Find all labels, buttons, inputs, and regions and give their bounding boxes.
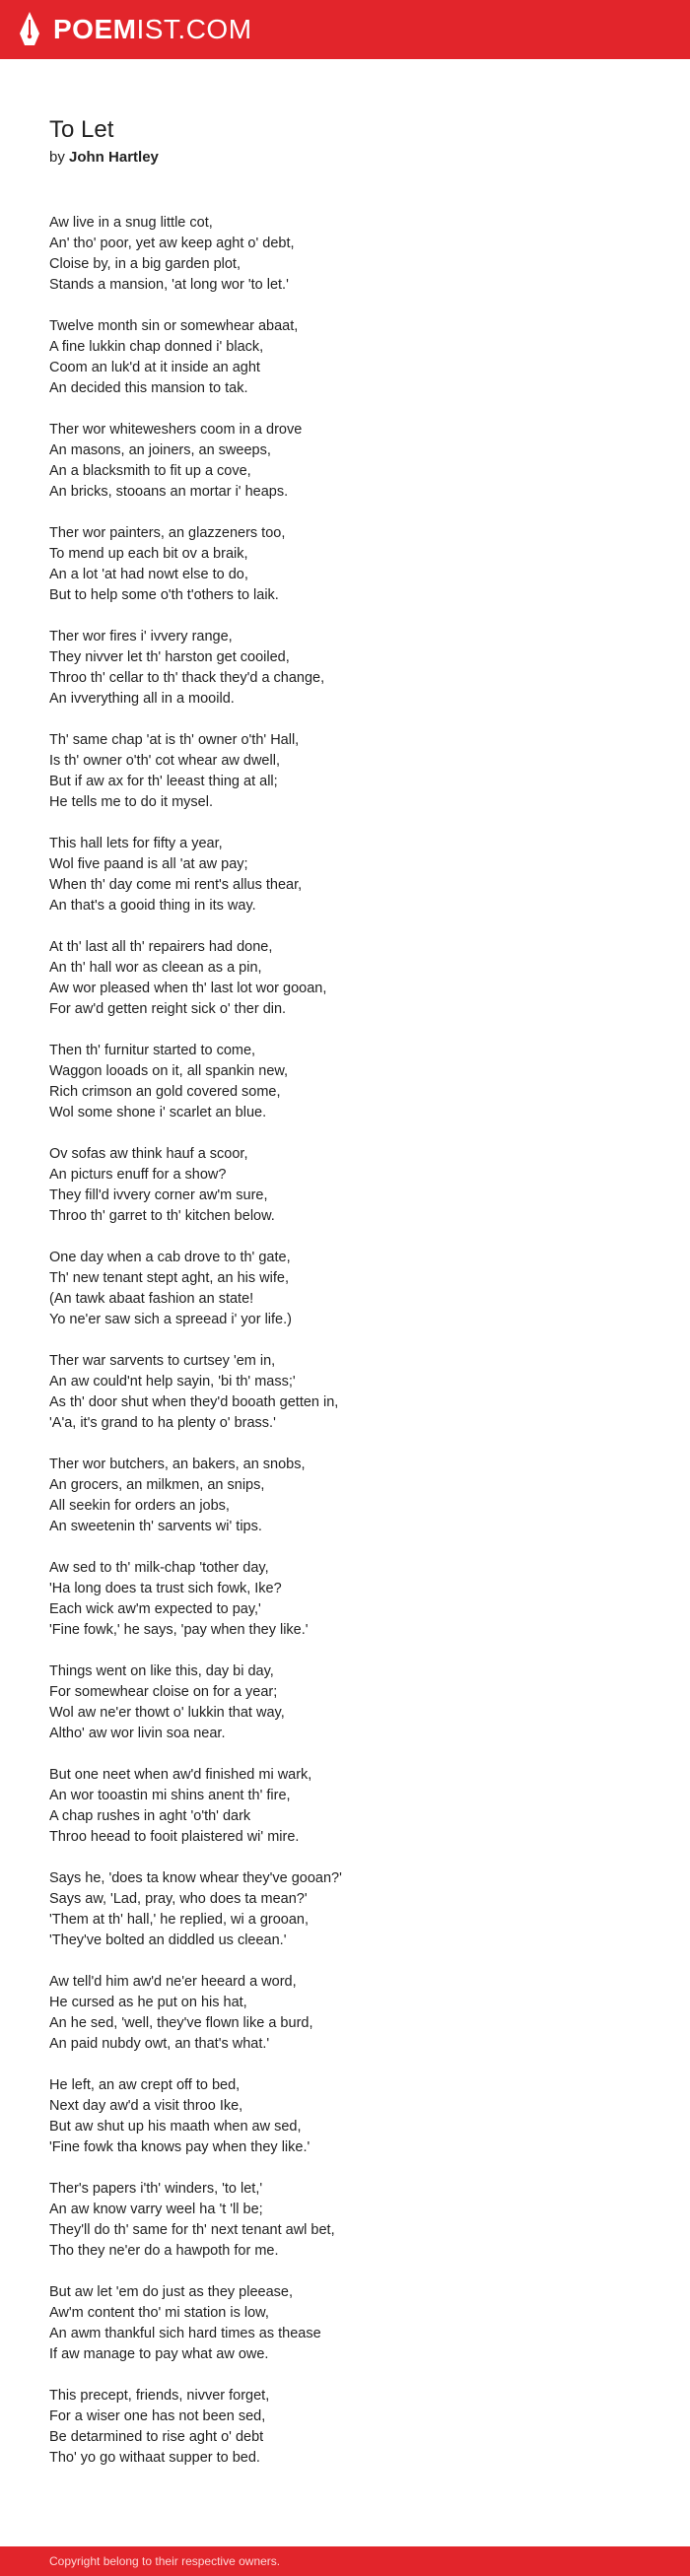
poem-line: Coom an luk'd at it inside an aght xyxy=(49,360,260,375)
by-label: by xyxy=(49,149,65,166)
poem-line: An that's a gooid thing in its way. xyxy=(49,898,256,914)
poem-line: An picturs enuff for a show? xyxy=(49,1167,227,1183)
poem-line: Rich crimson an gold covered some, xyxy=(49,1084,281,1100)
poem-line: Th' new tenant stept aght, an his wife, xyxy=(49,1270,289,1286)
poem-line: Ther's papers i'th' winders, 'to let,' xyxy=(49,2181,263,2197)
poem-line: This precept, friends, nivver forget, xyxy=(49,2388,270,2404)
poem-line: 'They've bolted an diddled us cleean.' xyxy=(49,1932,287,1948)
poem-line: A chap rushes in aght 'o'th' dark xyxy=(49,1808,251,1824)
poem-line: An sweetenin th' sarvents wi' tips. xyxy=(49,1519,262,1534)
poem-line: One day when a cab drove to th' gate, xyxy=(49,1250,291,1265)
poem-line: Ther war sarvents to curtsey 'em in, xyxy=(49,1353,276,1369)
poem-line: 'Ha long does ta trust sich fowk, Ike? xyxy=(49,1581,282,1596)
poem-line: Twelve month sin or somewhear abaat, xyxy=(49,318,299,334)
poem-line: An aw know varry weel ha 't 'll be; xyxy=(49,2202,263,2217)
poem-line: Ther wor butchers, an bakers, an snobs, xyxy=(49,1457,306,1472)
poem-stanza xyxy=(49,1661,660,1744)
site-logo-text xyxy=(53,14,252,45)
site-header xyxy=(0,0,690,59)
poem-line: Wol five paand is all 'at aw pay; xyxy=(49,856,248,872)
poem-line: 'Fine fowk tha knows pay when they like.' xyxy=(49,2139,310,2155)
poem-line: Aw sed to th' milk-chap 'tother day, xyxy=(49,1560,269,1576)
poem-line: Says aw, 'Lad, pray, who does ta mean?' xyxy=(49,1891,308,1907)
poem-line: Is th' owner o'th' cot whear aw dwell, xyxy=(49,753,280,769)
poem-stanza xyxy=(49,1455,660,1537)
poem-line: But to help some o'th t'others to laik. xyxy=(49,587,279,603)
poem-line: Aw tell'd him aw'd ne'er heeard a word, xyxy=(49,1974,297,1990)
poem-stanza xyxy=(49,1144,660,1227)
poem-line: To mend up each bit ov a braik, xyxy=(49,546,248,562)
poem-container xyxy=(49,114,660,2489)
poem-line: An aw could'nt help sayin, 'bi th' mass;' xyxy=(49,1374,296,1390)
poem-stanza xyxy=(49,1041,660,1123)
poem-body xyxy=(49,213,660,2469)
poem-line: But aw let 'em do just as they pleease, xyxy=(49,2284,293,2300)
poem-line: For aw'd getten reight sick o' ther din. xyxy=(49,1001,287,1017)
poem-line: 'Them at th' hall,' he replied, wi a grooan, xyxy=(49,1912,310,1928)
poem-line: If aw manage to pay what aw owe. xyxy=(49,2346,269,2362)
poem-line: Ther wor whiteweshers coom in a drove xyxy=(49,422,303,438)
poem-stanza xyxy=(49,523,660,606)
poem-line: An he sed, 'well, they've flown like a burd, xyxy=(49,2015,313,2031)
poem-line: Th' same chap 'at is th' owner o'th' Hall, xyxy=(49,732,300,748)
poem-title: To Let xyxy=(49,116,114,143)
poem-line: Wol some shone i' scarlet an blue. xyxy=(49,1105,267,1120)
poem-line: Wol aw ne'er thowt o' lukkin that way, xyxy=(49,1705,285,1721)
poem-line: They fill'd ivvery corner aw'm sure, xyxy=(49,1187,268,1203)
poem-line: Throo th' cellar to th' thack they'd a change, xyxy=(49,670,325,686)
poem-stanza xyxy=(49,2282,660,2365)
poem-line: Altho' aw wor livin soa near. xyxy=(49,1726,226,1741)
poem-line: Throo th' garret to th' kitchen below. xyxy=(49,1208,275,1224)
poem-line: Aw'm content tho' mi station is low, xyxy=(49,2305,269,2321)
poem-line: An masons, an joiners, an sweeps, xyxy=(49,442,271,458)
pen-nib-logo-icon xyxy=(18,10,41,49)
poem-line: Ther wor fires i' ivvery range, xyxy=(49,629,233,644)
poem-line: All seekin for orders an jobs, xyxy=(49,1498,230,1514)
poem-line: When th' day come mi rent's allus thear, xyxy=(49,877,303,893)
poem-line: Tho they ne'er do a hawpoth for me. xyxy=(49,2243,279,2259)
poem-stanza xyxy=(49,627,660,710)
poem-line: Tho' yo go withaat supper to bed. xyxy=(49,2450,260,2466)
poem-line: He left, an aw crept off to bed, xyxy=(49,2077,241,2093)
poem-line: An decided this mansion to tak. xyxy=(49,380,248,396)
poem-stanza xyxy=(49,1765,660,1848)
poem-stanza xyxy=(49,1558,660,1641)
poem-line: Aw wor pleased when th' last lot wor gooan, xyxy=(49,981,327,996)
poem-stanza xyxy=(49,1248,660,1330)
copyright-notice: Copyright belong to their respective owners. xyxy=(49,2554,281,2568)
poem-line: At th' last all th' repairers had done, xyxy=(49,939,273,955)
poem-line: An a blacksmith to fit up a cove, xyxy=(49,463,251,479)
poem-line: As th' door shut when they'd booath getten in, xyxy=(49,1394,339,1410)
poem-line: Cloise by, in a big garden plot, xyxy=(49,256,241,272)
poem-stanza xyxy=(49,1351,660,1434)
poem-stanza xyxy=(49,1868,660,1951)
poem-line: A fine lukkin chap donned i' black, xyxy=(49,339,264,355)
poem-line: Then th' furnitur started to come, xyxy=(49,1043,256,1058)
poem-stanza xyxy=(49,1972,660,2055)
poem-line: An awm thankful sich hard times as thease xyxy=(49,2326,321,2341)
poem-line: He cursed as he put on his hat, xyxy=(49,1995,247,2010)
poem-line: Things went on like this, day bi day, xyxy=(49,1663,274,1679)
poem-line: Stands a mansion, 'at long wor 'to let.' xyxy=(49,277,289,293)
poem-line: An' tho' poor, yet aw keep aght o' debt, xyxy=(49,236,295,251)
author-name[interactable]: John Hartley xyxy=(69,149,159,166)
poem-line: For somewhear cloise on for a year; xyxy=(49,1684,278,1700)
poem-line: But one neet when aw'd finished mi wark, xyxy=(49,1767,312,1783)
poem-line: An ivverything all in a mooild. xyxy=(49,691,235,707)
logo-text-rest: IST.COM xyxy=(136,14,252,44)
poem-line: Ov sofas aw think hauf a scoor, xyxy=(49,1146,248,1162)
poem-line: An paid nubdy owt, an that's what.' xyxy=(49,2036,270,2052)
poem-line: An grocers, an milkmen, an snips, xyxy=(49,1477,265,1493)
poem-line: (An tawk abaat fashion an state! xyxy=(49,1291,254,1307)
poem-byline xyxy=(49,148,660,168)
poem-line: Waggon looads on it, all spankin new, xyxy=(49,1063,289,1079)
poem-line: An th' hall wor as cleean as a pin, xyxy=(49,960,262,976)
poem-stanza xyxy=(49,420,660,503)
poem-line: But aw shut up his maath when aw sed, xyxy=(49,2119,302,2135)
poem-line: This hall lets for fifty a year, xyxy=(49,836,223,851)
poem-line: Ther wor painters, an glazzeners too, xyxy=(49,525,286,541)
poem-line: An bricks, stooans an mortar i' heaps. xyxy=(49,484,289,500)
poem-line: He tells me to do it mysel. xyxy=(49,794,213,810)
poem-line: Next day aw'd a visit throo Ike, xyxy=(49,2098,243,2114)
poem-stanza xyxy=(49,2075,660,2158)
poem-line: An a lot 'at had nowt else to do, xyxy=(49,567,248,582)
poem-line: Throo heead to fooit plaistered wi' mire. xyxy=(49,1829,300,1845)
poem-line: 'A'a, it's grand to ha plenty o' brass.' xyxy=(49,1415,276,1431)
poem-line: Aw live in a snug little cot, xyxy=(49,215,213,231)
poem-line: They nivver let th' harston get cooiled, xyxy=(49,649,290,665)
poem-stanza xyxy=(49,937,660,1020)
poem-line: An wor tooastin mi shins anent th' fire, xyxy=(49,1788,291,1803)
poem-stanza xyxy=(49,213,660,296)
poem-stanza xyxy=(49,316,660,399)
logo-text-bold: POEM xyxy=(53,14,137,44)
site-footer xyxy=(0,2546,690,2576)
site-logo[interactable] xyxy=(18,10,252,49)
poem-line: Each wick aw'm expected to pay,' xyxy=(49,1601,261,1617)
poem-stanza xyxy=(49,2386,660,2469)
poem-line: Says he, 'does ta know whear they've gooan?' xyxy=(49,1870,342,1886)
poem-line: 'Fine fowk,' he says, 'pay when they like.' xyxy=(49,1622,309,1638)
poem-stanza xyxy=(49,730,660,813)
poem-stanza xyxy=(49,834,660,916)
poem-stanza xyxy=(49,2179,660,2262)
poem-line: They'll do th' same for th' next tenant awl bet, xyxy=(49,2222,335,2238)
poem-line: Be detarmined to rise aght o' debt xyxy=(49,2429,264,2445)
poem-line: Yo ne'er saw sich a spreead i' yor life.) xyxy=(49,1312,292,1327)
poem-line: But if aw ax for th' leeast thing at all; xyxy=(49,774,278,789)
poem-line: For a wiser one has not been sed, xyxy=(49,2408,266,2424)
